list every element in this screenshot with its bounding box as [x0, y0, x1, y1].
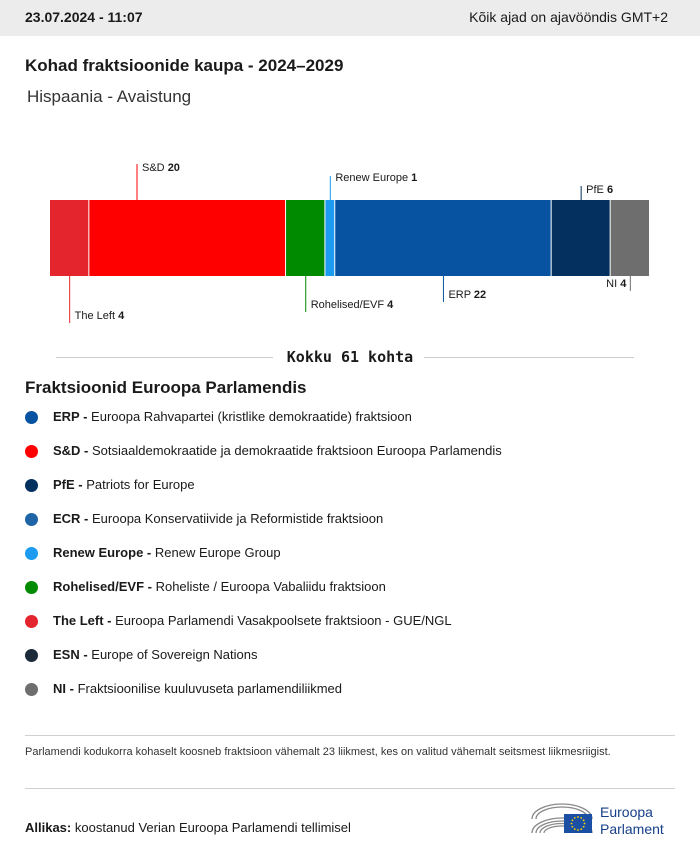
- legend-name: Sotsiaaldemokraatide ja demokraatide fraktsioon Euroopa Parlamendis: [88, 443, 502, 458]
- legend-abbr: The Left -: [53, 613, 112, 628]
- legend-name: Patriots for Europe: [82, 477, 195, 492]
- publish-datetime: 23.07.2024 - 11:07: [25, 9, 143, 25]
- legend-text: [53, 506, 383, 532]
- legend-text: [53, 574, 386, 600]
- legend-color-dot: [25, 513, 38, 526]
- bar-label-pfe: [586, 184, 613, 196]
- legend-color-dot: [25, 411, 38, 424]
- legend-color-dot: [25, 547, 38, 560]
- source-line: [25, 820, 351, 835]
- bar-segment-ni: [611, 200, 649, 276]
- legend-name: Fraktsioonilise kuuluvuseta parlamendiliikmed: [73, 681, 343, 696]
- seat-bar-chart: [0, 150, 700, 335]
- legend-text: [53, 676, 342, 702]
- bar-label-value: 6: [606, 184, 614, 196]
- eu-star: [571, 826, 573, 828]
- page-title: Kohad fraktsioonide kaupa - 2024–2029: [25, 56, 344, 75]
- bar-label-name: The Left: [74, 310, 119, 322]
- legend-abbr: PfE -: [53, 477, 83, 492]
- european-parliament-logo: [530, 797, 680, 839]
- source-text: koostanud Verian Euroopa Parlamendi tellimisel: [74, 820, 351, 835]
- bar-label-value: 4: [387, 299, 394, 311]
- legend-abbr: NI -: [53, 681, 74, 696]
- bar-label-value: 1: [411, 172, 418, 184]
- legend-color-dot: [25, 581, 38, 594]
- legend-text: [53, 404, 412, 430]
- eu-star: [571, 819, 573, 821]
- logo-line-1: Euroopa: [600, 804, 653, 820]
- bar-label-ni: [606, 278, 627, 290]
- legend-text: [53, 540, 281, 566]
- legend-abbr: S&D -: [53, 443, 89, 458]
- bar-segment-pfe: [552, 200, 610, 276]
- eu-star: [577, 816, 579, 818]
- legend-abbr: ECR -: [53, 511, 89, 526]
- legend-title: Fraktsioonid Euroopa Parlamendis: [25, 378, 307, 397]
- bar-label-name: ERP: [448, 289, 474, 301]
- legend-color-dot: [25, 649, 38, 662]
- bar-label-erp: [448, 289, 486, 301]
- bar-label-name: Renew Europe: [335, 172, 412, 184]
- legend-text: [53, 472, 195, 498]
- legend-name: Euroopa Parlamendi Vasakpoolsete fraktsioon - GUE/NGL: [111, 613, 452, 628]
- legend-text: [53, 608, 452, 634]
- eu-star: [583, 819, 585, 821]
- timezone-note: Kõik ajad on ajavööndis GMT+2: [469, 9, 668, 25]
- eu-star: [580, 817, 582, 819]
- bar-segment-erp: [335, 200, 550, 276]
- source-label: Allikas:: [25, 820, 72, 835]
- legend-abbr: Renew Europe -: [53, 545, 152, 560]
- legend-abbr: ESN -: [53, 647, 88, 662]
- legend-text: [53, 438, 502, 464]
- footnote: Parlamendi kodukorra kohaselt koosneb fraktsioon vähemalt 23 liikmest, kes on valitud vähemalt seitsmest liikmesriigist.: [25, 746, 611, 758]
- bar-label-the-left: [75, 310, 125, 322]
- legend-color-dot: [25, 445, 38, 458]
- legend-text: [53, 642, 258, 668]
- legend-name: Euroopa Konservatiivide ja Reformistide fraktsioon: [88, 511, 384, 526]
- bar-label-renew-europe: [335, 172, 417, 184]
- eu-star: [580, 828, 582, 830]
- legend-abbr: ERP -: [53, 409, 88, 424]
- bar-label-name: NI: [606, 278, 621, 290]
- legend-name: Roheliste / Euroopa Vabaliidu fraktsioon: [151, 579, 386, 594]
- bar-segment-rohelised-evf: [286, 200, 324, 276]
- eu-star: [584, 823, 586, 825]
- eu-star: [571, 823, 573, 825]
- eu-star: [577, 829, 579, 831]
- page-subtitle: Hispaania - Avaistung: [27, 87, 192, 106]
- bar-label-s-d: [142, 162, 180, 174]
- legend-color-dot: [25, 615, 38, 628]
- bar-label-value: 4: [620, 278, 627, 290]
- bar-label-name: S&D: [142, 162, 168, 174]
- bar-label-value: 20: [167, 162, 180, 174]
- eu-star: [574, 817, 576, 819]
- footnote-divider-bottom: [25, 788, 675, 789]
- legend-color-dot: [25, 479, 38, 492]
- total-seats-label: Kokku 61 kohta: [286, 348, 414, 366]
- bar-segment-renew-europe: [325, 200, 334, 276]
- footnote-divider-top: [25, 735, 675, 736]
- legend-name: Renew Europe Group: [151, 545, 281, 560]
- bar-label-rohelised-evf: [311, 299, 394, 311]
- legend-color-dot: [25, 683, 38, 696]
- bar-label-name: Rohelised/EVF: [310, 299, 388, 311]
- eu-star: [574, 828, 576, 830]
- legend-abbr: Rohelised/EVF -: [53, 579, 152, 594]
- bar-label-value: 22: [473, 289, 487, 301]
- bar-label-value: 4: [118, 310, 125, 322]
- legend-name: Europe of Sovereign Nations: [87, 647, 258, 662]
- eu-star: [583, 826, 585, 828]
- bar-label-name: PfE: [586, 184, 607, 196]
- bar-segment-the-left: [50, 200, 88, 276]
- legend-name: Euroopa Rahvapartei (kristlike demokraatide) fraktsioon: [87, 409, 412, 424]
- top-bar: [0, 0, 700, 36]
- bar-segment-s-d: [89, 200, 285, 276]
- logo-line-2: Parlament: [600, 821, 664, 837]
